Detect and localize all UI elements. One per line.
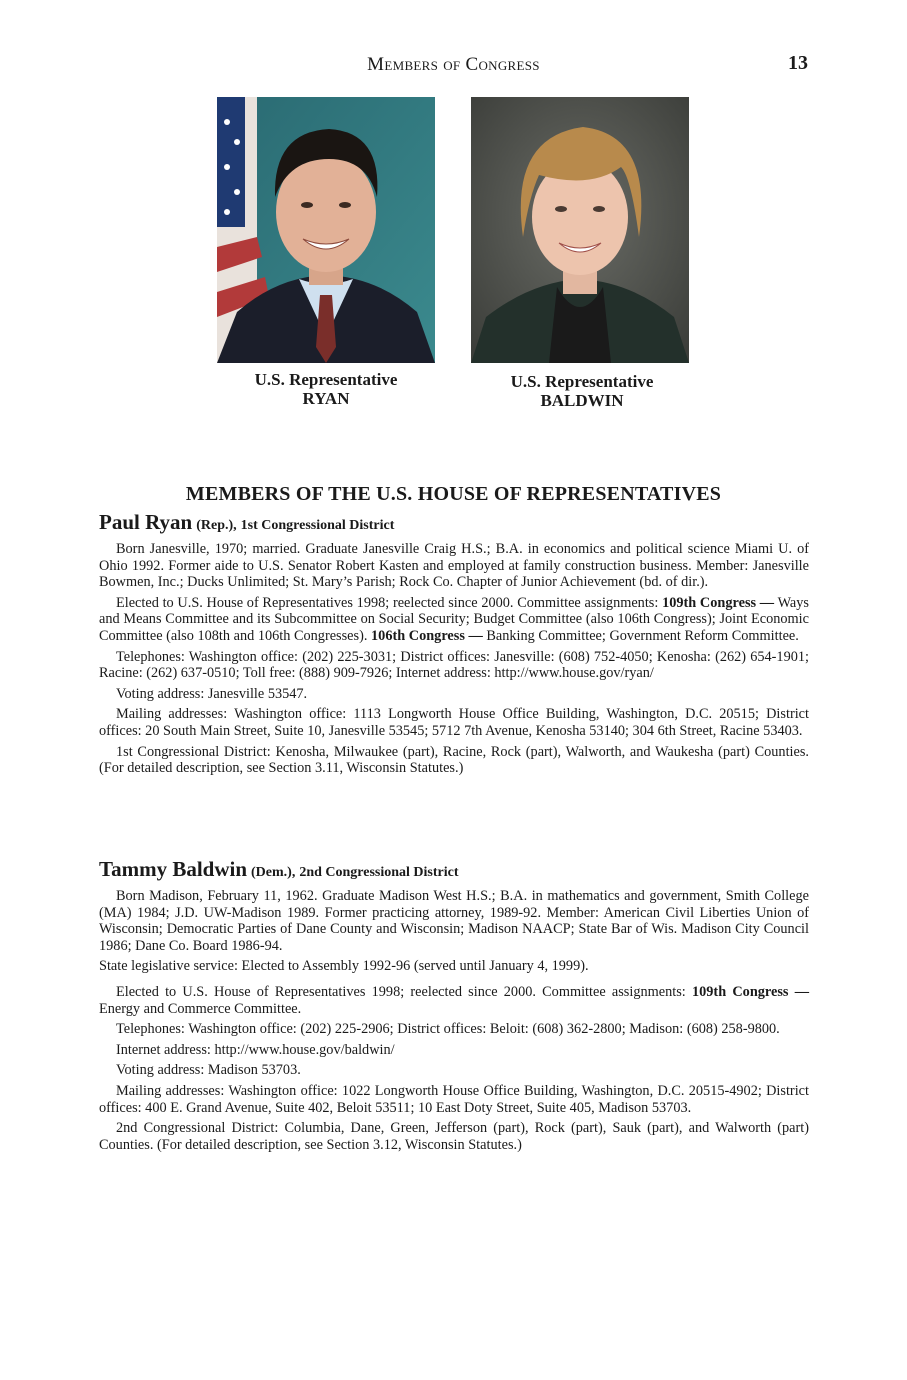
member-district: 2nd Congressional District [299, 865, 459, 880]
portrait-ryan [217, 97, 435, 363]
member-party: (Dem.), [251, 865, 296, 880]
member-telephones: Telephones: Washington office: (202) 225-3031; District offices: Janesville: (608) 752-4050; Kenosha: (262) 654-1901; Racine: (262) 637-0510; Toll free: (888) 909-7926; Internet address: http://www.house.gov/ryan/ [99, 648, 809, 682]
member-committees [99, 984, 809, 1017]
portrait-baldwin [471, 97, 689, 363]
page-number: 13 [788, 52, 808, 74]
running-head: Members of Congress [367, 54, 540, 75]
member-entry-ryan [99, 510, 809, 781]
caption-title: U.S. Representative [254, 370, 398, 389]
member-name-line [99, 857, 809, 882]
committees-text-c: Banking Committee; Government Reform Committee. [486, 627, 799, 644]
caption-title: U.S. Representative [510, 372, 654, 391]
member-telephones: Telephones: Washington office: (202) 225-2906; District offices: Beloit: (608) 362-2800; Madison: (608) 258-9800. [116, 1021, 780, 1038]
member-entry-baldwin [99, 857, 809, 1157]
member-committees [99, 595, 809, 645]
member-name: Tammy Baldwin [99, 857, 248, 881]
member-mailing-addresses: Mailing addresses: Washington office: 1113 Longworth House Office Building, Washington, D.C. 20515; District offices: 20 South Main Street, Suite 10, Janesville 53545; 5712 7th Avenue, Kenosha 53140; 304 6th Street, Racine 53403. [99, 706, 809, 739]
committees-text-a: Elected to U.S. House of Representatives 1998; reelected since 2000. Committee assignments: [116, 983, 686, 1000]
member-bio: Born Madison, February 11, 1962. Graduate Madison West H.S.; B.A. in mathematics and government, Smith College (MA) 1984; J.D. UW-Madison 1989. Former practicing attorney, 1989-92. Member: American Civil Liberties Union of Wisconsin; Democratic Parties of Dane County and Wisconsin; Madison NAACP; State Bar of Wis. Madison City Council 1986; Dane Co. Board 1986-94. [99, 888, 809, 954]
section-heading: MEMBERS OF THE U.S. HOUSE OF REPRESENTATIVES [185, 483, 722, 505]
committees-congress-109: 109th Congress — [691, 983, 809, 1000]
member-district-description: 2nd Congressional District: Columbia, Dane, Green, Jefferson (part), Rock (part), Sauk (part), and Walworth (part) Counties. (For detailed description, see Section 3.12, Wisconsin Statutes.) [99, 1120, 809, 1153]
committees-text-a: Elected to U.S. House of Representatives 1998; reelected since 2000. Committee assignments: [116, 594, 659, 611]
member-mailing-addresses: Mailing addresses: Washington office: 1022 Longworth House Office Building, Washington, D.C. 20515-4902; District offices: 400 E. Grand Avenue, Suite 402, Beloit 53511; 10 East Doty Street, Suite 405, Madison 53703. [99, 1082, 809, 1116]
caption-baldwin [452, 372, 712, 410]
member-name: Paul Ryan [99, 510, 193, 534]
member-bio: Born Janesville, 1970; married. Graduate Janesville Craig H.S.; B.A. in economics and political science Miami U. of Ohio 1992. Former aide to U.S. Senator Robert Kasten and employed at family construction business. Member: Janesville Bowmen, Inc.; Ducks Unlimited; St. Mary’s Parish; Rock Co. Chapter of Junior Achievement (bd. of dir.). [99, 541, 809, 591]
caption-name: RYAN [302, 389, 350, 408]
member-district: 1st Congressional District [240, 518, 395, 533]
committees-congress-109: 109th Congress — [662, 594, 775, 611]
member-voting-address: Voting address: Janesville 53547. [116, 685, 308, 702]
committees-text-b: Energy and Commerce Committee. [99, 1000, 302, 1017]
caption-ryan [196, 370, 456, 408]
committees-congress-106: 106th Congress — [371, 627, 483, 644]
portrait-baldwin-image [471, 97, 689, 363]
member-internet: Internet address: http://www.house.gov/baldwin/ [116, 1041, 395, 1058]
member-party: (Rep.), [196, 518, 237, 533]
member-name-line [99, 510, 809, 535]
caption-name: BALDWIN [540, 391, 624, 410]
member-voting-address: Voting address: Madison 53703. [116, 1062, 301, 1079]
portrait-ryan-image [217, 97, 435, 363]
member-district-description: 1st Congressional District: Kenosha, Milwaukee (part), Racine, Rock (part), Walworth, and Waukesha (part) Counties. (For detailed description, see Section 3.11, Wisconsin Statutes.) [99, 743, 809, 777]
committees-text-b: Ways and Means Committee and its Subcommittee on Social Security; Budget Committee (also 106th Congress); Joint Economic Committee (also 108th and 106th Congresses). [99, 594, 809, 644]
member-legislative-service: State legislative service: Elected to Assembly 1992-96 (served until January 4, 1999). [99, 958, 589, 975]
